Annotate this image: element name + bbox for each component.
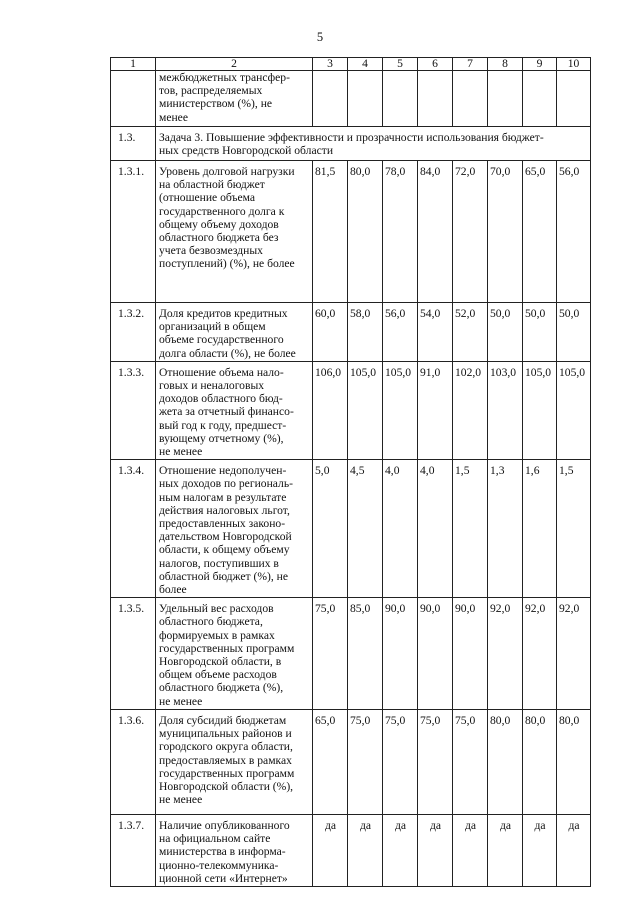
value-cell: 80,0 [557,709,591,814]
continuation-text: межбюджетных трансфер- тов, распределяемых министерством (%), не менее [156,71,313,127]
row-description: Уровень долговой нагрузки на областной бюджет (отношение объема государственного долга к общему объему доходов областного бюджета без учета безвозмездных поступлений) (%), не более [156,161,313,303]
header-cell: 9 [523,58,557,71]
continuation-num-cell [111,71,156,127]
empty-cell [383,71,418,127]
indicators-table [110,57,591,887]
task-number: 1.3. [111,127,156,161]
empty-cell [557,71,591,127]
value-cell: да [523,814,557,886]
value-cell: 65,0 [313,709,348,814]
empty-cell [453,71,488,127]
row-number: 1.3.4. [111,460,156,598]
table-row [111,161,591,303]
header-cell: 7 [453,58,488,71]
value-cell: да [418,814,453,886]
row-number: 1.3.3. [111,361,156,459]
header-cell: 1 [111,58,156,71]
value-cell: 54,0 [418,303,453,362]
value-cell: 80,0 [488,709,523,814]
header-cell: 10 [557,58,591,71]
value-cell: 75,0 [313,598,348,710]
value-cell: 103,0 [488,361,523,459]
value-cell: да [453,814,488,886]
value-cell: 70,0 [488,161,523,303]
value-cell: 65,0 [523,161,557,303]
value-cell: 72,0 [453,161,488,303]
value-cell: 90,0 [453,598,488,710]
value-cell: 106,0 [313,361,348,459]
empty-cell [348,71,383,127]
task-row [111,127,591,161]
value-cell: 84,0 [418,161,453,303]
value-cell: 75,0 [348,709,383,814]
empty-cell [418,71,453,127]
value-cell: 81,5 [313,161,348,303]
value-cell: да [488,814,523,886]
value-cell: 92,0 [523,598,557,710]
value-cell: 58,0 [348,303,383,362]
value-cell: 105,0 [523,361,557,459]
table-row [111,460,591,598]
value-cell: 5,0 [313,460,348,598]
value-cell: 4,5 [348,460,383,598]
value-cell: 91,0 [418,361,453,459]
empty-cell [488,71,523,127]
value-cell: 78,0 [383,161,418,303]
header-cell: 4 [348,58,383,71]
table-row [111,598,591,710]
value-cell: 105,0 [383,361,418,459]
header-cell: 3 [313,58,348,71]
header-cell: 2 [156,58,313,71]
row-number: 1.3.2. [111,303,156,362]
value-cell: 4,0 [418,460,453,598]
row-number: 1.3.1. [111,161,156,303]
value-cell: 85,0 [348,598,383,710]
header-cell: 6 [418,58,453,71]
value-cell: да [313,814,348,886]
value-cell: 75,0 [453,709,488,814]
value-cell: 1,6 [523,460,557,598]
task-title: Задача 3. Повышение эффективности и прозрачности использования бюджет- ных средств Новгородской области [156,127,591,161]
value-cell: 80,0 [523,709,557,814]
header-row [111,58,591,71]
continuation-row [111,71,591,127]
row-number: 1.3.5. [111,598,156,710]
row-number: 1.3.7. [111,814,156,886]
value-cell: 75,0 [418,709,453,814]
value-cell: да [348,814,383,886]
row-description: Доля субсидий бюджетам муниципальных районов и городского округа области, предоставляемых в рамках государственных программ Новгородской области (%), не менее [156,709,313,814]
table-row [111,361,591,459]
row-description: Удельный вес расходов областного бюджета, формируемых в рамках государственных программ Новгородской области, в общем объеме расходов областного бюджета (%), не менее [156,598,313,710]
value-cell: да [557,814,591,886]
row-description: Отношение объема нало- говых и неналоговых доходов областного бюд- жета за отчетный финансо- вый год к году, предшест- вующему отчетному (%), не менее [156,361,313,459]
value-cell: 90,0 [383,598,418,710]
empty-cell [313,71,348,127]
value-cell: 52,0 [453,303,488,362]
table-row [111,303,591,362]
value-cell: 102,0 [453,361,488,459]
value-cell: 4,0 [383,460,418,598]
value-cell: 1,5 [453,460,488,598]
row-description: Отношение недополучен- ных доходов по региональ- ным налогам в результате действия налоговых льгот, предоставленных законо- дательством Новгородской области, к общему объему налогов, поступивших в областной бюджет (%), не более [156,460,313,598]
value-cell: 56,0 [383,303,418,362]
header-cell: 5 [383,58,418,71]
value-cell: 105,0 [557,361,591,459]
row-number: 1.3.6. [111,709,156,814]
value-cell: 50,0 [557,303,591,362]
table-row [111,814,591,886]
value-cell: да [383,814,418,886]
value-cell: 92,0 [488,598,523,710]
value-cell: 105,0 [348,361,383,459]
value-cell: 80,0 [348,161,383,303]
value-cell: 92,0 [557,598,591,710]
value-cell: 50,0 [523,303,557,362]
value-cell: 1,3 [488,460,523,598]
value-cell: 75,0 [383,709,418,814]
value-cell: 56,0 [557,161,591,303]
value-cell: 90,0 [418,598,453,710]
row-description: Доля кредитов кредитных организаций в общем объеме государственного долга области (%), не более [156,303,313,362]
row-description: Наличие опубликованного на официальном сайте министерства в информа- ционно-телекоммуника- ционной сети «Интернет» [156,814,313,886]
value-cell: 1,5 [557,460,591,598]
empty-cell [523,71,557,127]
value-cell: 50,0 [488,303,523,362]
table-row [111,709,591,814]
page-number: 5 [316,30,324,44]
value-cell: 60,0 [313,303,348,362]
header-cell: 8 [488,58,523,71]
